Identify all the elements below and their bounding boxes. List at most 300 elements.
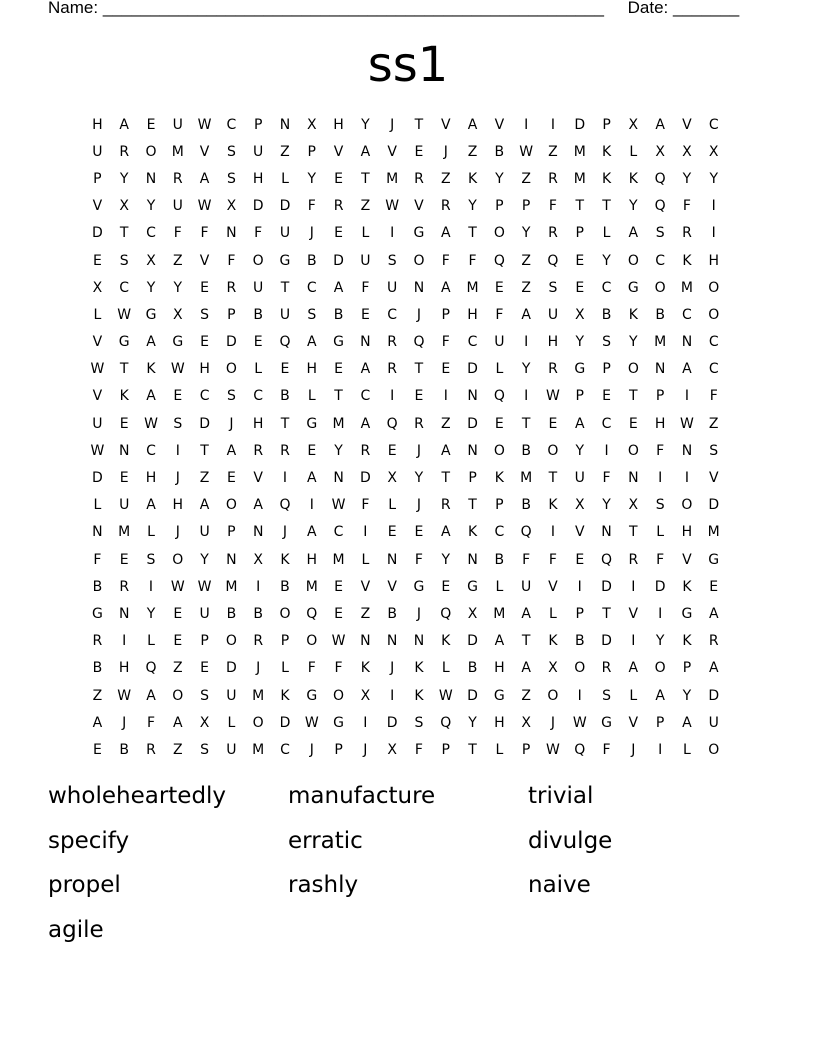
grid-cell: I (550, 524, 556, 541)
grid-cell: B (253, 605, 263, 622)
grid-cell: Q (440, 605, 452, 622)
grid-cell: L (388, 497, 397, 514)
grid-cell: O (172, 551, 184, 568)
grid-cell: X (253, 551, 263, 568)
grid-cell: C (601, 279, 612, 296)
grid-cell: D (279, 714, 291, 731)
grid-cell: J (175, 470, 180, 487)
grid-cell: W (90, 442, 105, 459)
grid-cell: V (199, 252, 210, 269)
grid-cell: S (387, 252, 397, 269)
grid-cell: R (119, 578, 130, 595)
grid-cell: X (172, 306, 183, 323)
grid-cell: E (494, 415, 504, 432)
grid-cell: A (146, 497, 156, 514)
grid-cell: E (414, 524, 424, 541)
grid-cell: N (360, 633, 371, 650)
grid-cell: X (682, 143, 692, 160)
grid-cell: E (307, 442, 317, 459)
grid-cell: I (658, 605, 663, 622)
grid-cell: A (199, 170, 210, 187)
grid-cell: P (495, 198, 504, 215)
grid-cell: Q (574, 741, 586, 758)
grid-cell: O (413, 252, 425, 269)
grid-cell: X (387, 470, 397, 487)
grid-cell: O (252, 252, 264, 269)
grid-cell: O (627, 442, 639, 459)
grid-cell: U (172, 116, 183, 133)
grid-cell: E (334, 605, 343, 622)
grid-cell: L (629, 143, 638, 160)
grid-cell: Y (629, 334, 638, 351)
grid-cell: N (467, 388, 478, 405)
grid-cell: D (279, 198, 291, 215)
grid-cell: C (360, 388, 371, 405)
grid-cell: C (655, 252, 666, 269)
grid-cell: Y (575, 442, 585, 459)
grid-cell: A (440, 524, 451, 541)
grid-cell: D (601, 578, 612, 595)
grid-cell: V (253, 470, 263, 487)
grid-cell: Y (682, 170, 692, 187)
grid-cell: T (602, 198, 611, 215)
word-list-item: propel (48, 872, 121, 898)
grid-cell: Z (521, 252, 531, 269)
grid-cell: O (547, 687, 559, 704)
grid-cell: H (494, 660, 505, 677)
grid-cell: R (146, 741, 156, 758)
grid-cell: H (306, 361, 318, 378)
grid-cell: J (309, 225, 314, 242)
grid-cell: I (550, 116, 556, 133)
grid-cell: W (197, 116, 212, 133)
grid-cell: P (227, 524, 236, 541)
grid-cell: N (681, 442, 693, 459)
grid-cell: Q (306, 605, 318, 622)
grid-cell: T (334, 388, 343, 405)
grid-cell: J (175, 524, 180, 541)
grid-cell: Q (386, 415, 398, 432)
grid-cell: A (440, 442, 451, 459)
grid-cell: S (709, 442, 719, 459)
grid-cell: O (145, 143, 157, 160)
grid-cell: Q (413, 334, 425, 351)
grid-cell: N (92, 524, 103, 541)
grid-cell: E (119, 415, 129, 432)
grid-cell: Z (92, 687, 103, 704)
grid-cell: R (601, 660, 612, 677)
grid-cell: X (628, 116, 639, 133)
grid-cell: U (494, 334, 505, 351)
grid-cell: D (92, 225, 103, 242)
grid-cell: A (440, 225, 451, 242)
grid-cell: H (118, 660, 130, 677)
grid-cell: O (681, 497, 693, 514)
grid-cell: Z (440, 170, 451, 187)
grid-cell: T (280, 415, 290, 432)
grid-cell: D (333, 252, 344, 269)
grid-cell: U (521, 578, 532, 595)
grid-cell: V (333, 143, 344, 160)
grid-cell: R (440, 198, 451, 215)
grid-cell: Q (654, 170, 666, 187)
grid-cell: J (631, 741, 636, 758)
grid-cell: P (655, 714, 665, 731)
grid-cell: C (306, 279, 317, 296)
grid-cell: I (631, 633, 636, 650)
grid-cell: P (200, 633, 209, 650)
grid-cell: A (199, 497, 210, 514)
grid-cell: B (467, 660, 478, 677)
grid-cell: F (602, 741, 611, 758)
grid-cell: C (708, 116, 719, 133)
grid-cell: F (495, 306, 504, 323)
grid-cell: F (361, 497, 370, 514)
grid-cell: Y (468, 198, 477, 215)
grid-cell: E (92, 252, 102, 269)
grid-cell: W (197, 578, 212, 595)
grid-cell: C (280, 741, 290, 758)
grid-cell: E (494, 279, 504, 296)
grid-cell: P (495, 497, 504, 514)
grid-cell: V (548, 578, 558, 595)
word-list-item: rashly (288, 872, 359, 898)
grid-cell: C (119, 279, 130, 296)
grid-cell: I (390, 225, 395, 242)
grid-cell: R (280, 442, 290, 459)
grid-cell: Q (520, 524, 532, 541)
grid-cell: P (441, 741, 450, 758)
grid-cell: Y (146, 198, 156, 215)
grid-cell: Q (279, 334, 291, 351)
grid-cell: W (546, 388, 560, 405)
grid-cell: W (546, 741, 560, 758)
grid-cell: A (682, 361, 692, 378)
grid-cell: I (309, 497, 314, 514)
grid-cell: M (707, 524, 720, 541)
grid-cell: O (333, 687, 345, 704)
grid-cell: N (681, 334, 693, 351)
grid-cell: X (521, 714, 531, 731)
grid-cell: S (414, 714, 424, 731)
grid-cell: C (253, 388, 264, 405)
grid-cell: J (256, 660, 261, 677)
grid-cell: S (602, 334, 611, 351)
grid-cell: D (386, 714, 398, 731)
grid-cell: K (280, 551, 290, 568)
grid-cell: Y (173, 279, 183, 296)
grid-cell: Y (200, 551, 209, 568)
grid-cell: B (280, 578, 290, 595)
grid-cell: V (360, 578, 371, 595)
grid-cell: D (467, 361, 478, 378)
grid-cell: E (334, 361, 343, 378)
grid-cell: G (413, 225, 425, 242)
grid-cell: E (173, 633, 183, 650)
grid-cell: U (226, 741, 237, 758)
grid-cell: F (441, 252, 450, 269)
grid-cell: K (280, 687, 290, 704)
grid-cell: A (306, 334, 317, 351)
grid-cell: R (172, 170, 183, 187)
grid-cell: T (468, 741, 477, 758)
grid-cell: X (92, 279, 103, 296)
grid-cell: J (443, 143, 448, 160)
grid-cell: O (252, 714, 264, 731)
grid-cell: T (361, 170, 370, 187)
grid-cell: K (682, 578, 692, 595)
grid-cell: E (628, 415, 638, 432)
grid-cell: L (683, 741, 691, 758)
grid-cell: M (252, 741, 265, 758)
grid-cell: B (655, 306, 665, 323)
grid-cell: H (172, 497, 184, 514)
grid-cell: N (413, 279, 425, 296)
grid-cell: Y (307, 170, 317, 187)
grid-cell: E (92, 741, 102, 758)
grid-cell: I (577, 687, 582, 704)
grid-cell: V (92, 198, 103, 215)
grid-cell: A (360, 415, 371, 432)
grid-cell: V (199, 143, 210, 160)
grid-cell: F (602, 470, 611, 487)
grid-cell: J (309, 741, 314, 758)
date-line: _______ (673, 0, 740, 17)
grid-cell: S (226, 143, 236, 160)
grid-cell: H (681, 524, 693, 541)
grid-cell: P (655, 388, 665, 405)
grid-cell: Y (602, 252, 611, 269)
grid-cell: R (253, 633, 264, 650)
grid-cell: U (199, 605, 210, 622)
grid-cell: L (361, 551, 370, 568)
grid-cell: V (414, 198, 424, 215)
grid-cell: R (387, 361, 398, 378)
grid-cell: E (387, 442, 397, 459)
grid-cell: E (173, 388, 183, 405)
grid-cell: H (708, 252, 719, 269)
grid-cell: I (390, 687, 395, 704)
grid-cell: W (331, 633, 346, 650)
grid-cell: U (92, 143, 103, 160)
grid-cell: T (548, 470, 558, 487)
grid-cell: G (601, 714, 612, 731)
grid-cell: K (360, 660, 370, 677)
grid-cell: P (602, 116, 611, 133)
grid-cell: O (708, 279, 720, 296)
grid-cell: W (438, 687, 453, 704)
grid-cell: S (146, 551, 156, 568)
grid-cell: V (628, 605, 639, 622)
grid-cell: G (574, 361, 586, 378)
grid-cell: D (654, 578, 666, 595)
grid-cell: S (548, 279, 558, 296)
grid-cell: E (575, 252, 585, 269)
grid-cell: A (360, 143, 371, 160)
grid-cell: X (574, 497, 585, 514)
grid-cell: I (684, 470, 689, 487)
grid-cell: L (307, 388, 316, 405)
grid-cell: E (334, 170, 343, 187)
grid-cell: D (601, 633, 612, 650)
grid-cell: R (360, 442, 371, 459)
grid-cell: H (654, 415, 666, 432)
grid-cell: M (520, 470, 533, 487)
grid-cell: T (468, 225, 477, 242)
grid-cell: E (226, 470, 236, 487)
grid-cell: F (227, 252, 236, 269)
grid-cell: F (200, 225, 209, 242)
grid-cell: O (654, 660, 666, 677)
grid-cell: D (467, 633, 478, 650)
grid-cell: P (602, 361, 611, 378)
grid-cell: T (441, 470, 451, 487)
grid-cell: K (414, 687, 424, 704)
grid-cell: G (708, 551, 720, 568)
grid-cell: S (119, 252, 129, 269)
grid-cell: W (144, 415, 158, 432)
grid-cell: V (92, 388, 103, 405)
grid-cell: T (119, 225, 129, 242)
grid-cell: Q (493, 388, 505, 405)
grid-cell: L (495, 361, 504, 378)
grid-cell: U (279, 225, 291, 242)
grid-cell: Y (709, 170, 718, 187)
grid-cell: A (306, 470, 317, 487)
grid-cell: O (225, 497, 237, 514)
grid-cell: X (628, 497, 639, 514)
grid-cell: N (145, 170, 157, 187)
grid-cell: L (441, 660, 450, 677)
grid-cell: F (173, 225, 182, 242)
grid-cell: K (146, 361, 156, 378)
grid-cell: J (390, 660, 395, 677)
grid-cell: Q (145, 660, 157, 677)
grid-cell: H (547, 334, 559, 351)
grid-cell: T (575, 198, 585, 215)
grid-cell: T (521, 415, 531, 432)
grid-cell: K (467, 170, 478, 187)
grid-cell: I (363, 714, 368, 731)
grid-cell: L (281, 660, 289, 677)
grid-cell: X (548, 660, 558, 677)
grid-cell: Z (172, 252, 183, 269)
grid-cell: B (333, 306, 344, 323)
grid-cell: F (93, 551, 102, 568)
grid-cell: Z (440, 415, 451, 432)
grid-cell: G (333, 714, 344, 731)
grid-cell: F (441, 334, 450, 351)
grid-cell: I (363, 524, 368, 541)
grid-cell: T (602, 605, 611, 622)
grid-cell: B (226, 605, 237, 622)
grid-cell: A (574, 415, 585, 432)
grid-cell: K (467, 524, 478, 541)
grid-cell: I (148, 578, 154, 595)
grid-cell: U (253, 143, 264, 160)
grid-cell: F (548, 551, 557, 568)
grid-cell: X (574, 306, 585, 323)
grid-cell: W (197, 198, 212, 215)
grid-cell: N (654, 361, 666, 378)
grid-cell: G (306, 415, 318, 432)
grid-cell: Y (495, 170, 504, 187)
grid-cell: F (254, 225, 263, 242)
grid-cell: G (413, 578, 425, 595)
grid-cell: Y (629, 198, 638, 215)
grid-cell: I (524, 388, 529, 405)
grid-cell: M (386, 170, 399, 187)
grid-cell: G (279, 252, 291, 269)
grid-cell: M (118, 524, 131, 541)
grid-cell: F (548, 198, 557, 215)
grid-cell: F (334, 660, 343, 677)
grid-cell: I (390, 388, 395, 405)
grid-cell: J (363, 741, 368, 758)
grid-cell: U (172, 198, 183, 215)
grid-cell: U (387, 279, 398, 296)
grid-cell: R (682, 225, 692, 242)
grid-cell: K (682, 633, 692, 650)
grid-cell: R (333, 198, 344, 215)
grid-cell: U (253, 279, 264, 296)
grid-cell: Y (146, 605, 156, 622)
grid-cell: A (655, 116, 665, 133)
grid-cell: S (200, 687, 210, 704)
grid-cell: G (681, 605, 693, 622)
word-list (48, 774, 768, 952)
grid-cell: D (225, 334, 237, 351)
grid-cell: G (493, 687, 505, 704)
word-list-item: manufacture (288, 783, 436, 809)
grid-cell: V (92, 334, 103, 351)
grid-cell: U (360, 252, 371, 269)
grid-cell: J (550, 714, 556, 731)
grid-cell: E (441, 578, 451, 595)
grid-cell: H (494, 714, 505, 731)
grid-cell: V (440, 116, 451, 133)
grid-cell: X (655, 143, 665, 160)
grid-cell: N (252, 524, 264, 541)
grid-cell: Z (521, 170, 531, 187)
grid-cell: N (333, 470, 344, 487)
grid-cell: E (200, 334, 210, 351)
grid-cell: E (119, 470, 129, 487)
grid-cell: C (333, 524, 344, 541)
grid-cell: L (93, 497, 102, 514)
grid-cell: P (521, 198, 531, 215)
grid-cell: O (225, 361, 237, 378)
grid-cell: L (629, 687, 638, 704)
grid-cell: F (414, 741, 423, 758)
grid-cell: X (467, 605, 478, 622)
grid-cell: L (549, 605, 557, 622)
word-list-item: wholeheartedly (48, 783, 227, 809)
grid-cell: T (521, 633, 531, 650)
grid-cell: P (521, 741, 531, 758)
grid-cell: A (306, 524, 317, 541)
grid-cell: N (467, 442, 478, 459)
grid-cell: F (361, 279, 370, 296)
grid-cell: W (90, 361, 105, 378)
grid-cell: S (200, 306, 210, 323)
word-list-item: specify (48, 827, 130, 854)
grid-cell: Z (548, 143, 558, 160)
grid-cell: Y (119, 170, 129, 187)
grid-cell: O (708, 741, 720, 758)
grid-cell: V (708, 470, 719, 487)
grid-cell: B (387, 605, 397, 622)
